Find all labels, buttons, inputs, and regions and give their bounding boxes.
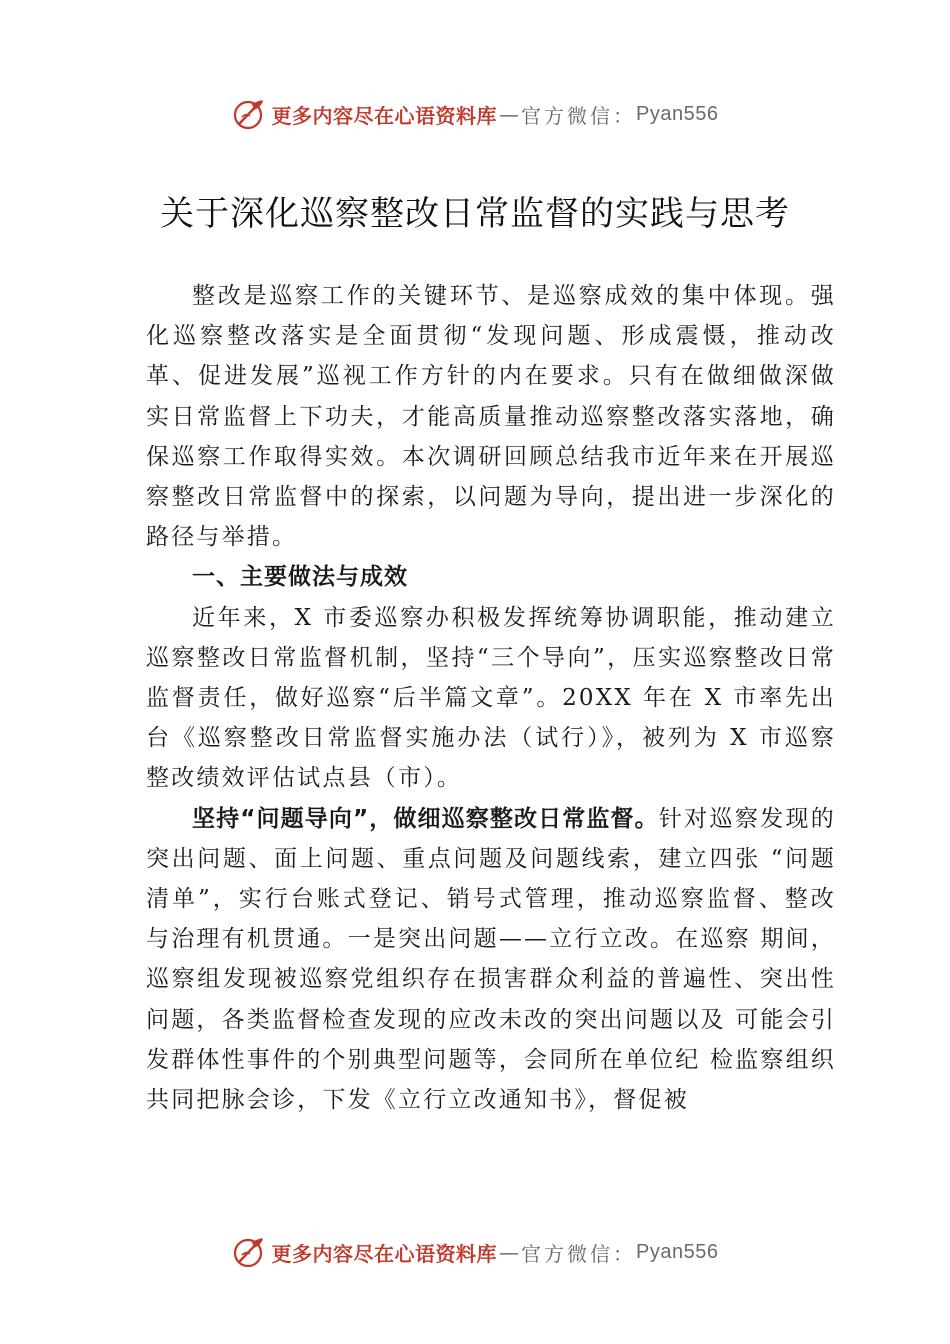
watermark-dash: —: [499, 1240, 520, 1264]
watermark-main-text: 更多内容尽在心语资料库: [271, 1241, 498, 1266]
document-body: [146, 276, 836, 1120]
section-heading: 一、主要做法与成效: [192, 564, 408, 591]
quill-logo-icon: [232, 1235, 266, 1269]
watermark-dash: —: [499, 102, 520, 126]
paragraph-bold-lead: 坚持“问题导向”，做细巡察整改日常监督。: [192, 805, 659, 832]
watermark-wechat-label: 官方微信：: [521, 1241, 637, 1266]
document-title: 关于深化巡察整改日常监督的实践与思考: [160, 194, 790, 234]
quill-logo-icon: [232, 97, 266, 131]
paragraph-body-text: 针对巡察发现的突出问题、面上问题、重点问题及问题线索，建立四张 “问题清单”，实行台账式登记、销号式管理，推动巡察监督、整改与治理有机贯通。一是突出问题——立行立改。在巡察 期间，巡察组发现被巡察党组织存在损害群众利益的普遍性、突出性问题，各类监督检查发现的应改未改的突出问题以及 可能会引发群体性事件的个别典型问题等，会同所在单位纪 检监察组织共同把脉会诊，下发《立行立改通知书》，督促被: [146, 805, 837, 1114]
header-watermark: [0, 94, 950, 134]
watermark-wechat-label: 官方微信：: [521, 103, 637, 128]
watermark-wechat-id: Pyan556: [636, 102, 719, 125]
section-paragraph: 近年来，X 市委巡察办积极发挥统筹协调职能，推动建立巡察整改日常监督机制，坚持“三个导向”，压实巡察整改日常监督责任，做好巡察“后半篇文章”。20XX 年在 X 市率先出台《巡察整改日常监督实施办法（试行）》，被列为 X 市巡察整改绩效评估试点县（市）。: [146, 604, 836, 792]
section-paragraph-with-lead: [146, 799, 836, 1121]
watermark-main-text: 更多内容尽在心语资料库: [271, 103, 498, 128]
footer-watermark: [0, 1232, 950, 1272]
intro-paragraph: 整改是巡察工作的关键环节、是巡察成效的集中体现。强化巡察整改落实是全面贯彻“发现问题、形成震慑，推动改革、促进发展”巡视工作方针的内在要求。只有在做细做深做实日常监督上下功夫，才能高质量推动巡察整改落实落地，确保巡察工作取得实效。本次调研回顾总结我市近年来在开展巡察整改日常监督中的探索，以问题为导向，提出进一步深化的路径与举措。: [146, 283, 836, 551]
watermark-wechat-id: Pyan556: [636, 1240, 719, 1263]
